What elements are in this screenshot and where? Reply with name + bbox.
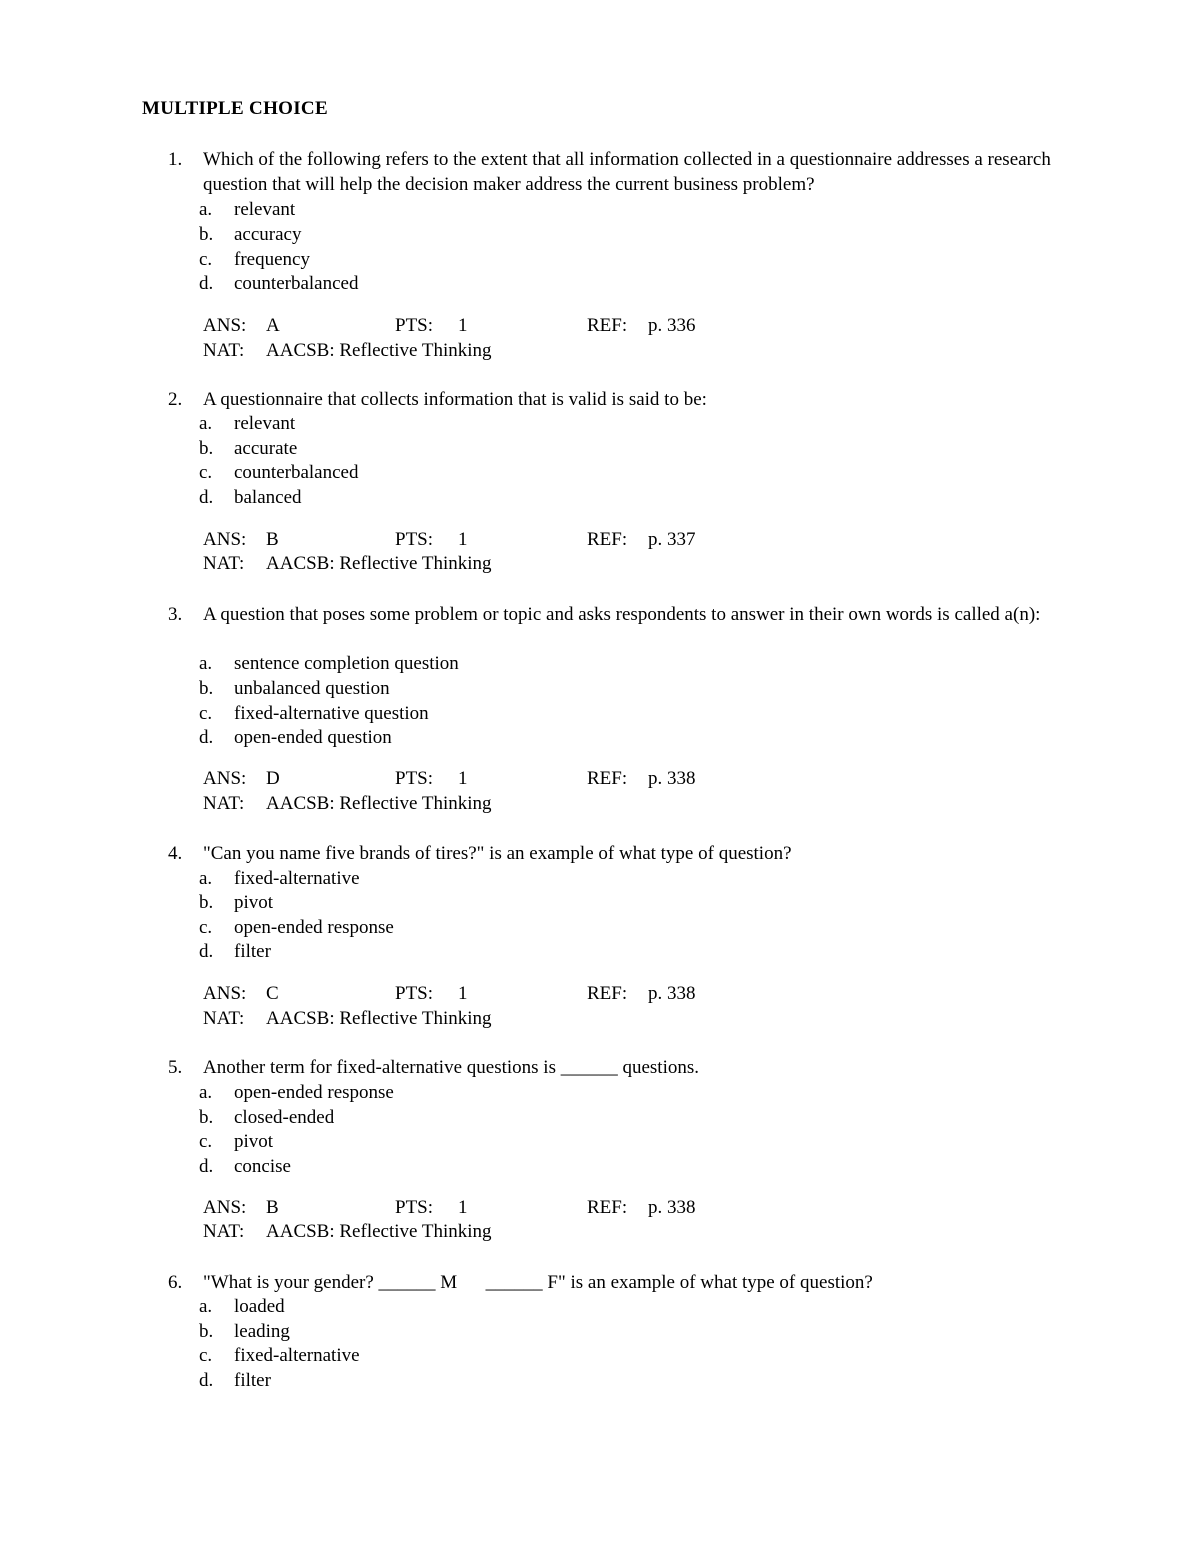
question-number: 1. (168, 149, 183, 170)
option-a (0, 1294, 700, 1319)
ans-label: ANS: (203, 529, 247, 550)
pts-value: 1 (458, 529, 468, 550)
ref-value: p. 337 (648, 529, 696, 550)
ans-value: B (266, 1197, 279, 1218)
answer-row (0, 527, 1200, 552)
ref-value: p. 338 (648, 983, 696, 1004)
ans-label: ANS: (203, 768, 247, 789)
option-letter: d. (199, 273, 214, 294)
nat-row (0, 551, 1200, 576)
question-text: A question that poses some problem or topic and asks respondents to answer in their own words is called a(n): (203, 604, 1041, 625)
nat-row (0, 338, 1200, 363)
option-text: open-ended response (234, 917, 394, 938)
nat-label: NAT: (203, 1221, 245, 1242)
ref-label: REF: (587, 983, 628, 1004)
option-letter: b. (199, 678, 214, 699)
option-d (0, 1368, 700, 1393)
ans-label: ANS: (203, 1197, 247, 1218)
pts-value: 1 (458, 983, 468, 1004)
nat-row (0, 1006, 1200, 1031)
option-text: relevant (234, 413, 296, 434)
ans-value: B (266, 529, 279, 550)
nat-value: AACSB: Reflective Thinking (266, 1008, 492, 1029)
pts-value: 1 (458, 1197, 468, 1218)
option-letter: d. (199, 1370, 214, 1391)
option-d (0, 725, 700, 750)
option-text: counterbalanced (234, 462, 359, 483)
option-a (0, 651, 700, 676)
option-text: filter (234, 941, 271, 962)
pts-label: PTS: (395, 315, 434, 336)
option-text: balanced (234, 487, 302, 508)
question-text: Which of the following refers to the extent that all information collected in a questionnaire addresses a research question that will help the decision maker address the current business problem? (203, 149, 1051, 195)
option-letter: c. (199, 1345, 213, 1366)
nat-value: AACSB: Reflective Thinking (266, 553, 492, 574)
option-c (0, 701, 700, 726)
pts-value: 1 (458, 315, 468, 336)
ans-value: C (266, 983, 279, 1004)
option-letter: c. (199, 249, 213, 270)
option-letter: b. (199, 1107, 214, 1128)
option-a (0, 1080, 700, 1105)
option-text: frequency (234, 249, 310, 270)
option-d (0, 271, 700, 296)
option-c (0, 460, 700, 485)
question-text: A questionnaire that collects information that is valid is said to be: (203, 389, 707, 410)
option-text: accuracy (234, 224, 302, 245)
pts-label: PTS: (395, 529, 434, 550)
option-text: loaded (234, 1296, 285, 1317)
option-letter: c. (199, 462, 213, 483)
option-text: unbalanced question (234, 678, 390, 699)
option-letter: d. (199, 727, 214, 748)
question-number: 6. (168, 1272, 183, 1293)
option-a (0, 411, 700, 436)
question-text: "What is your gender? ______ M ______ F" is an example of what type of question? (203, 1272, 873, 1293)
option-b (0, 222, 700, 247)
nat-row (0, 1219, 1200, 1244)
ref-label: REF: (587, 315, 628, 336)
ref-value: p. 338 (648, 1197, 696, 1218)
pts-label: PTS: (395, 1197, 434, 1218)
nat-value: AACSB: Reflective Thinking (266, 340, 492, 361)
option-letter: b. (199, 438, 214, 459)
option-text: leading (234, 1321, 290, 1342)
option-text: sentence completion question (234, 653, 459, 674)
option-letter: d. (199, 941, 214, 962)
option-letter: a. (199, 1296, 213, 1317)
nat-value: AACSB: Reflective Thinking (266, 793, 492, 814)
option-c (0, 915, 700, 940)
pts-label: PTS: (395, 768, 434, 789)
option-c (0, 247, 700, 272)
question-text: Another term for fixed-alternative questions is ______ questions. (203, 1057, 700, 1078)
option-letter: c. (199, 703, 213, 724)
answer-row (0, 766, 1200, 791)
option-text: relevant (234, 199, 296, 220)
option-letter: c. (199, 1131, 213, 1152)
option-b (0, 676, 700, 701)
option-text: open-ended question (234, 727, 392, 748)
option-text: counterbalanced (234, 273, 359, 294)
option-b (0, 1105, 700, 1130)
ans-label: ANS: (203, 983, 247, 1004)
answer-row (0, 981, 1200, 1006)
option-letter: a. (199, 199, 213, 220)
ref-label: REF: (587, 768, 628, 789)
option-d (0, 1154, 700, 1179)
ans-value: A (266, 315, 280, 336)
option-letter: b. (199, 892, 214, 913)
nat-row (0, 791, 1200, 816)
nat-label: NAT: (203, 1008, 245, 1029)
option-c (0, 1343, 700, 1368)
option-text: accurate (234, 438, 298, 459)
option-letter: b. (199, 1321, 214, 1342)
nat-value: AACSB: Reflective Thinking (266, 1221, 492, 1242)
option-letter: c. (199, 917, 213, 938)
option-text: pivot (234, 1131, 274, 1152)
option-a (0, 197, 700, 222)
question-number: 4. (168, 843, 183, 864)
option-text: open-ended response (234, 1082, 394, 1103)
option-text: pivot (234, 892, 274, 913)
option-b (0, 890, 700, 915)
option-d (0, 485, 700, 510)
option-letter: a. (199, 413, 213, 434)
answer-row (0, 1195, 1200, 1220)
pts-value: 1 (458, 768, 468, 789)
ref-label: REF: (587, 1197, 628, 1218)
option-text: concise (234, 1156, 291, 1177)
section-heading: MULTIPLE CHOICE (142, 98, 328, 119)
option-a (0, 866, 700, 891)
option-text: fixed-alternative (234, 868, 360, 889)
option-letter: d. (199, 487, 214, 508)
option-letter: b. (199, 224, 214, 245)
ref-value: p. 338 (648, 768, 696, 789)
option-letter: a. (199, 868, 213, 889)
question-number: 3. (168, 604, 183, 625)
option-text: closed-ended (234, 1107, 335, 1128)
option-c (0, 1129, 700, 1154)
option-text: filter (234, 1370, 271, 1391)
option-letter: a. (199, 1082, 213, 1103)
question-number: 5. (168, 1057, 183, 1078)
question-number: 2. (168, 389, 183, 410)
nat-label: NAT: (203, 553, 245, 574)
option-b (0, 436, 700, 461)
option-b (0, 1319, 700, 1344)
ref-label: REF: (587, 529, 628, 550)
nat-label: NAT: (203, 340, 245, 361)
nat-label: NAT: (203, 793, 245, 814)
question-text: "Can you name five brands of tires?" is an example of what type of question? (203, 843, 792, 864)
option-letter: a. (199, 653, 213, 674)
option-text: fixed-alternative question (234, 703, 429, 724)
ans-label: ANS: (203, 315, 247, 336)
option-letter: d. (199, 1156, 214, 1177)
option-d (0, 939, 700, 964)
option-text: fixed-alternative (234, 1345, 360, 1366)
answer-row (0, 313, 1200, 338)
ref-value: p. 336 (648, 315, 696, 336)
pts-label: PTS: (395, 983, 434, 1004)
ans-value: D (266, 768, 280, 789)
